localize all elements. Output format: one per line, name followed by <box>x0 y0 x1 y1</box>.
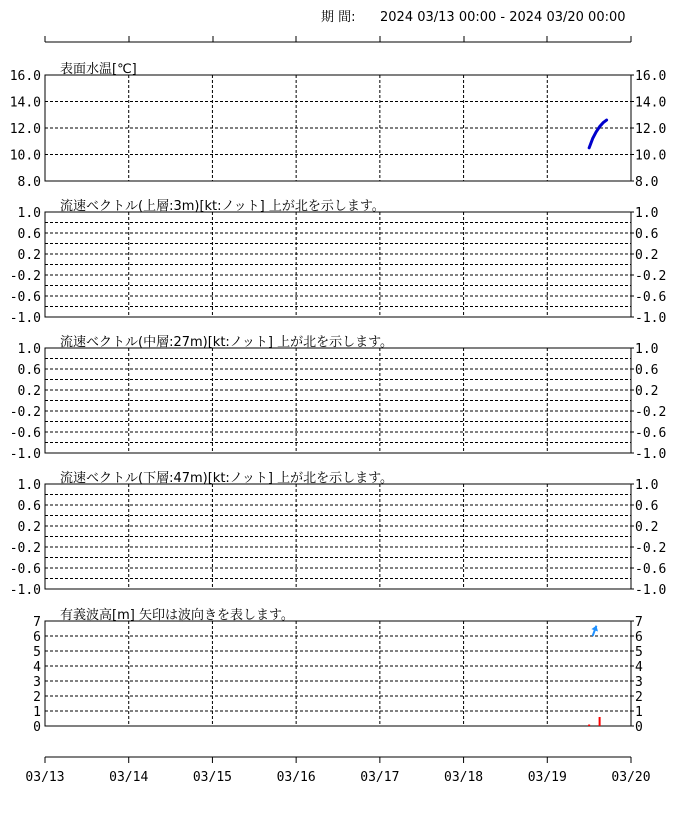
y-tick-right: 16.0 <box>635 69 667 84</box>
y-tick-left: 0.6 <box>17 363 41 378</box>
y-tick-right: 6 <box>635 630 643 645</box>
x-tick-label: 03/19 <box>527 770 567 785</box>
y-tick-right: 1 <box>635 705 643 720</box>
y-tick-right: -0.6 <box>635 426 667 441</box>
y-tick-right: 0.2 <box>635 520 659 535</box>
y-tick-left: 4 <box>33 660 41 675</box>
x-tick-label: 03/14 <box>109 770 149 785</box>
y-tick-right: -0.6 <box>635 290 667 305</box>
panel-title: 流速ベクトル(下層:47m)[kt:ノット] 上が北を示します。 <box>60 471 394 486</box>
y-tick-right: 0.6 <box>635 499 659 514</box>
panel-title: 表面水温[℃] <box>60 62 137 77</box>
y-tick-left: 1.0 <box>17 342 41 357</box>
y-tick-left: -0.6 <box>9 426 41 441</box>
panel-title: 有義波高[m] 矢印は波向きを表します。 <box>60 608 294 623</box>
y-tick-left: 8.0 <box>17 175 41 190</box>
y-tick-left: 0.2 <box>17 248 41 263</box>
y-tick-left: 0 <box>33 720 41 735</box>
x-tick-label: 03/16 <box>276 770 316 785</box>
period-range: 2024 03/13 00:00 - 2024 03/20 00:00 <box>380 10 626 25</box>
y-tick-left: 5 <box>33 645 41 660</box>
panel-4 <box>10 470 667 598</box>
y-tick-left: 0.2 <box>17 520 41 535</box>
y-tick-right: 0.2 <box>635 384 659 399</box>
y-tick-left: -1.0 <box>9 583 41 598</box>
period-label: 期 間: <box>321 10 356 25</box>
temperature-line <box>589 120 606 148</box>
y-tick-left: 3 <box>33 675 41 690</box>
panel-title: 流速ベクトル(中層:27m)[kt:ノット] 上が北を示します。 <box>60 335 394 350</box>
y-tick-right: -1.0 <box>635 583 667 598</box>
y-tick-right: 0 <box>635 720 643 735</box>
y-tick-left: 14.0 <box>9 95 41 111</box>
y-tick-right: 1.0 <box>635 478 659 493</box>
y-tick-right: 14.0 <box>635 95 667 111</box>
y-tick-left: 12.0 <box>9 122 41 137</box>
y-tick-left: 7 <box>33 615 41 630</box>
y-tick-left: 1.0 <box>17 478 41 493</box>
y-tick-right: 8.0 <box>635 175 659 190</box>
y-tick-left: 1.0 <box>17 206 41 221</box>
y-tick-left: -0.6 <box>9 562 41 577</box>
panel-2 <box>10 198 667 326</box>
y-tick-right: -1.0 <box>635 447 667 462</box>
y-tick-left: -0.2 <box>9 269 41 284</box>
y-tick-left: -0.2 <box>9 405 41 420</box>
panel-frame <box>45 621 631 726</box>
wave-direction-arrow <box>591 626 598 636</box>
y-tick-right: 1.0 <box>635 342 659 357</box>
y-tick-right: 0.2 <box>635 248 659 263</box>
y-tick-left: -1.0 <box>9 447 41 462</box>
y-tick-left: 2 <box>33 690 41 705</box>
x-tick-label: 03/20 <box>611 770 651 785</box>
x-tick-label: 03/15 <box>192 770 232 785</box>
y-tick-right: -0.2 <box>635 269 667 284</box>
y-tick-right: -1.0 <box>635 311 667 326</box>
panel-3 <box>10 334 667 462</box>
y-tick-left: -0.6 <box>9 290 41 305</box>
y-tick-right: 2 <box>635 690 643 705</box>
wave-height-bar <box>599 717 601 726</box>
x-tick-label: 03/18 <box>444 770 484 785</box>
bottom-axis <box>25 757 650 785</box>
y-tick-right: -0.2 <box>635 541 667 556</box>
y-tick-right: 12.0 <box>635 122 667 137</box>
y-tick-right: -0.2 <box>635 405 667 420</box>
y-tick-right: 7 <box>635 615 643 630</box>
y-tick-right: 1.0 <box>635 206 659 221</box>
y-tick-left: 0.2 <box>17 384 41 399</box>
top-axis <box>45 36 631 42</box>
panel-5 <box>33 607 643 735</box>
panel-title: 流速ベクトル(上層:3m)[kt:ノット] 上が北を示します。 <box>60 199 385 214</box>
y-tick-left: 0.6 <box>17 227 41 242</box>
y-tick-right: 4 <box>635 660 643 675</box>
x-tick-label: 03/17 <box>360 770 400 785</box>
y-tick-right: 10.0 <box>635 148 667 164</box>
y-tick-right: 5 <box>635 645 643 660</box>
y-tick-left: 1 <box>33 705 41 720</box>
x-tick-label: 03/13 <box>25 770 65 785</box>
y-tick-left: -1.0 <box>9 311 41 326</box>
y-tick-left: 16.0 <box>9 69 41 84</box>
y-tick-right: 3 <box>635 675 643 690</box>
y-tick-right: 0.6 <box>635 227 659 242</box>
y-tick-left: -0.2 <box>9 541 41 556</box>
y-tick-right: 0.6 <box>635 363 659 378</box>
y-tick-right: -0.6 <box>635 562 667 577</box>
panel-1 <box>10 61 667 190</box>
y-tick-left: 6 <box>33 630 41 645</box>
y-tick-left: 10.0 <box>9 148 41 164</box>
y-tick-left: 0.6 <box>17 499 41 514</box>
wave-height-bar <box>588 725 590 727</box>
